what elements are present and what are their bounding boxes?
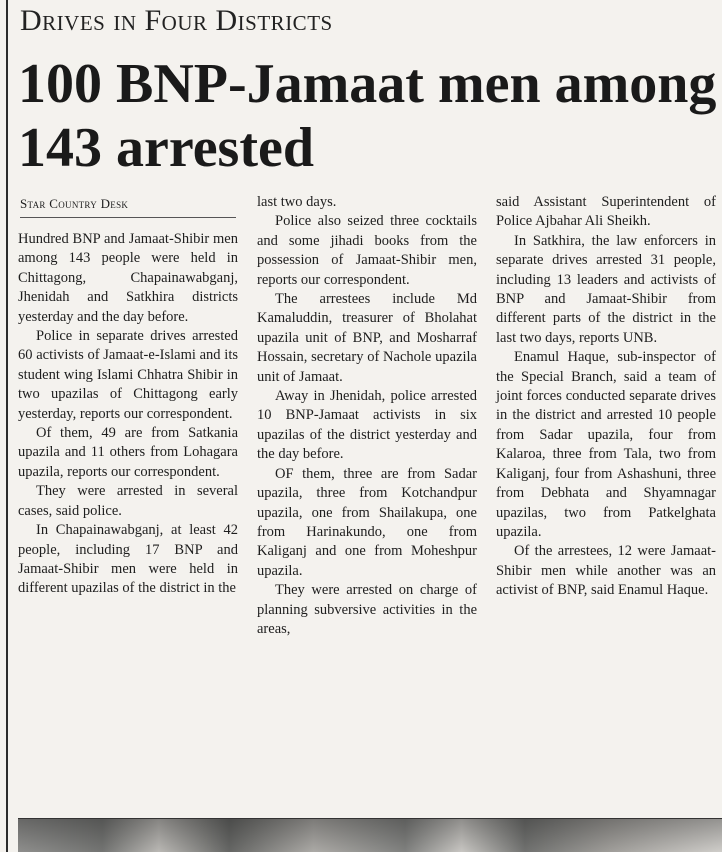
kicker-heading: Drives in Four Districts (20, 4, 333, 37)
article-column-3 (496, 193, 716, 601)
paragraph: The arrestees include Md Kamaluddin, treasurer of Bholahat upazila unit of BNP, and Mosharraf Hossain, secretary of Nachole upazila unit of Jamaat. (257, 291, 477, 385)
paragraph: Away in Jhenidah, police arrested 10 BNP-Jamaat activists in six upazilas of the district yesterday and the day before. (257, 388, 477, 463)
paragraph: In Chapainawabganj, at least 42 people, including 17 BNP and Jamaat-Shibir men were held in different upazilas of the district in the (18, 522, 238, 597)
paragraph: Police also seized three cocktails and some jihadi books from the possession of Jamaat-Shibir men, reports our correspondent. (257, 213, 477, 288)
paragraph: OF them, three are from Sadar upazila, three from Kotchandpur upazila, one from Shailakupa, one from Harinakundo, one from Kaliganj and one from Moheshpur upazila. (257, 465, 477, 579)
paragraph: Enamul Haque, sub-inspector of the Special Branch, said a team of joint forces conducted separate drives in the district and arrested 10 people from Sadar upazila, four from Kalaroa, three from Tala, two from Kaliganj, four from Ashashuni, three from Debhata and Shyamnagar upazilas, two from Patkelghata upazila. (496, 349, 716, 540)
paragraph: In Satkhira, the law enforcers in separate drives arrested 31 people, including 13 leaders and activists of BNP and Jamaat-Shibir from different parts of the district in the last two days, reports UNB. (496, 232, 716, 346)
byline: Star Country Desk (20, 196, 236, 218)
headline: 100 BNP-Jamaat men among 143 arrested (18, 53, 717, 179)
left-column-rule (6, 0, 8, 852)
paragraph: Police in separate drives arrested 60 activists of Jamaat-e-Islami and its student wing Islami Chhatra Shibir in two upazilas of Chittagong early yesterday, reports our correspondent. (18, 328, 238, 422)
paragraph: said Assistant Superintendent of Police Ajbahar Ali Sheikh. (496, 194, 716, 230)
paragraph: Of them, 49 are from Satkania upazila and 11 others from Lohagara upazila, reports our correspondent. (18, 425, 238, 480)
paragraph: Hundred BNP and Jamaat-Shibir men among 143 people were held in Chittagong, Chapainawabganj, Jhenidah and Satkhira districts yesterday and the day before. (18, 231, 238, 325)
paragraph: They were arrested in several cases, said police. (18, 483, 238, 519)
paragraph: last two days. (257, 194, 337, 210)
article-column-2 (257, 193, 477, 639)
paragraph: Of the arrestees, 12 were Jamaat-Shibir men while another was an activist of BNP, said Enamul Haque. (496, 543, 716, 599)
article-column-1 (18, 230, 238, 599)
news-photo (18, 818, 722, 852)
photo-shade (18, 819, 722, 852)
paragraph: They were arrested on charge of planning subversive activities in the areas, (257, 582, 477, 637)
